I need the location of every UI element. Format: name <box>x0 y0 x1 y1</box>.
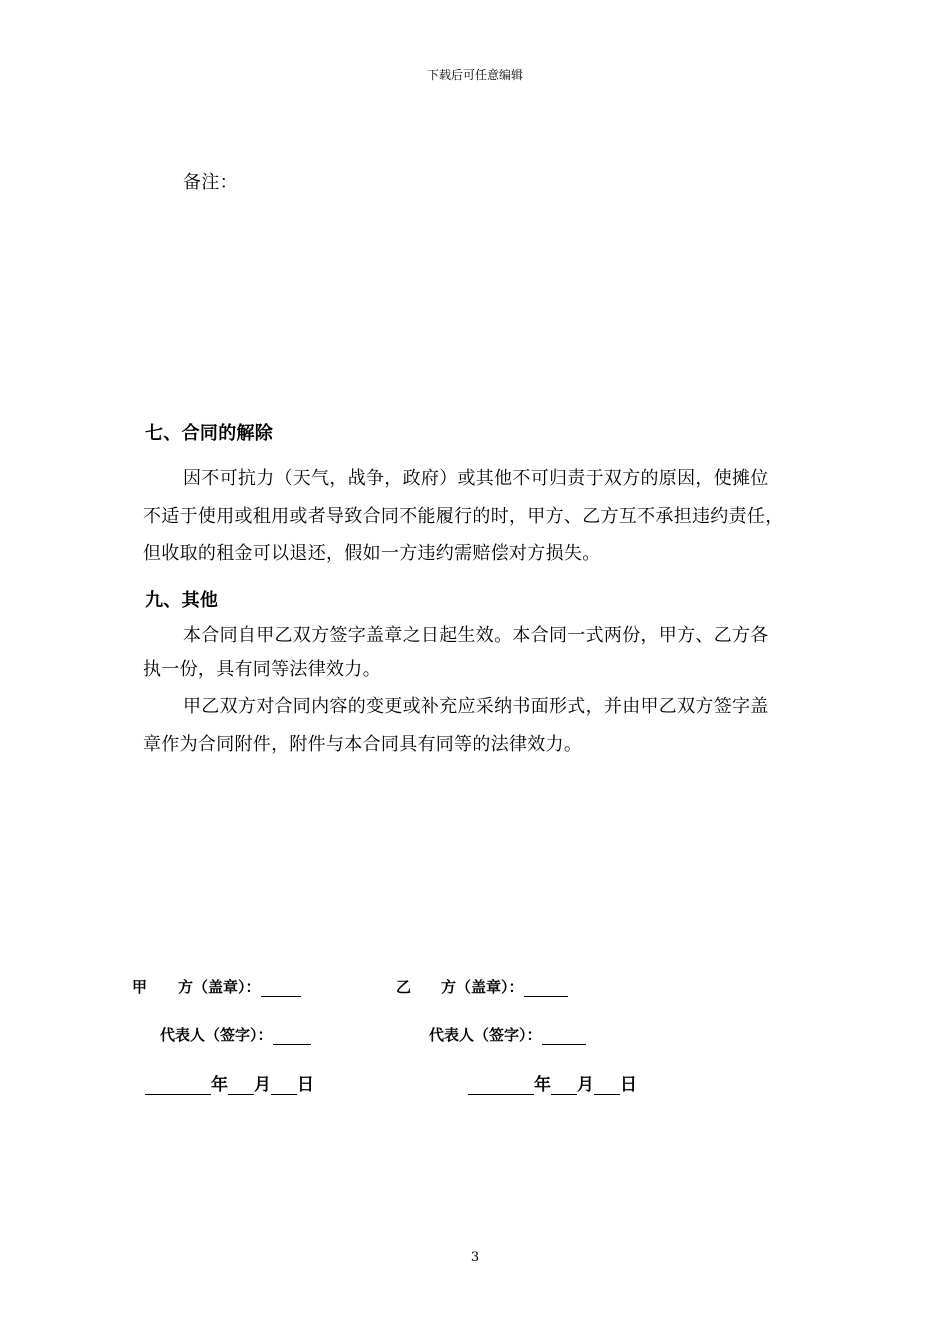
month-blank <box>551 1077 577 1095</box>
section-7-line-1: 因不可抗力（天气，战争，政府）或其他不可归责于双方的原因，使摊位 <box>183 468 769 489</box>
section-9-line-2: 执一份，具有同等法律效力。 <box>143 659 381 680</box>
section-7-line-2: 不适于使用或租用或者导致合同不能履行的时，甲方、乙方互不承担违约责任， <box>143 506 784 527</box>
remark-label: 备注： <box>183 172 238 193</box>
day-blank <box>594 1077 620 1095</box>
party-b-seal-blank <box>524 982 568 997</box>
page-header: 下载后可任意编辑 <box>426 68 523 82</box>
party-a-seal-blank <box>261 982 301 997</box>
party-b-rep-blank <box>542 1030 586 1045</box>
party-b-char: 乙 <box>396 978 412 996</box>
party-a-date: 年 月 日 <box>145 1070 314 1095</box>
year-blank <box>468 1077 534 1095</box>
section-7-line-3: 但收取的租金可以退还，假如一方违约需赔偿对方损失。 <box>143 543 601 564</box>
party-a-rep-blank <box>273 1030 311 1045</box>
section-9-line-1: 本合同自甲乙双方签字盖章之日起生效。本合同一式两份，甲方、乙方各 <box>183 625 769 646</box>
month-blank <box>228 1077 254 1095</box>
section-7-title: 七、合同的解除 <box>145 423 274 444</box>
party-a-seal-label: 方（盖章）： <box>178 976 301 997</box>
page-number: 3 <box>470 1250 480 1265</box>
party-b-date: 年 月 日 <box>468 1070 637 1095</box>
year-blank <box>145 1077 211 1095</box>
day-blank <box>271 1077 297 1095</box>
section-9-line-4: 章作为合同附件，附件与本合同具有同等的法律效力。 <box>143 734 583 755</box>
party-b-representative: 代表人（签字）： <box>429 1024 586 1045</box>
party-b-seal-label: 方（盖章）： <box>441 976 568 997</box>
party-a-char: 甲 <box>132 978 148 996</box>
party-a-representative: 代表人（签字）： <box>160 1024 311 1045</box>
section-9-line-3: 甲乙双方对合同内容的变更或补充应采纳书面形式，并由甲乙双方签字盖 <box>183 696 769 717</box>
section-9-title: 九、其他 <box>145 590 219 611</box>
